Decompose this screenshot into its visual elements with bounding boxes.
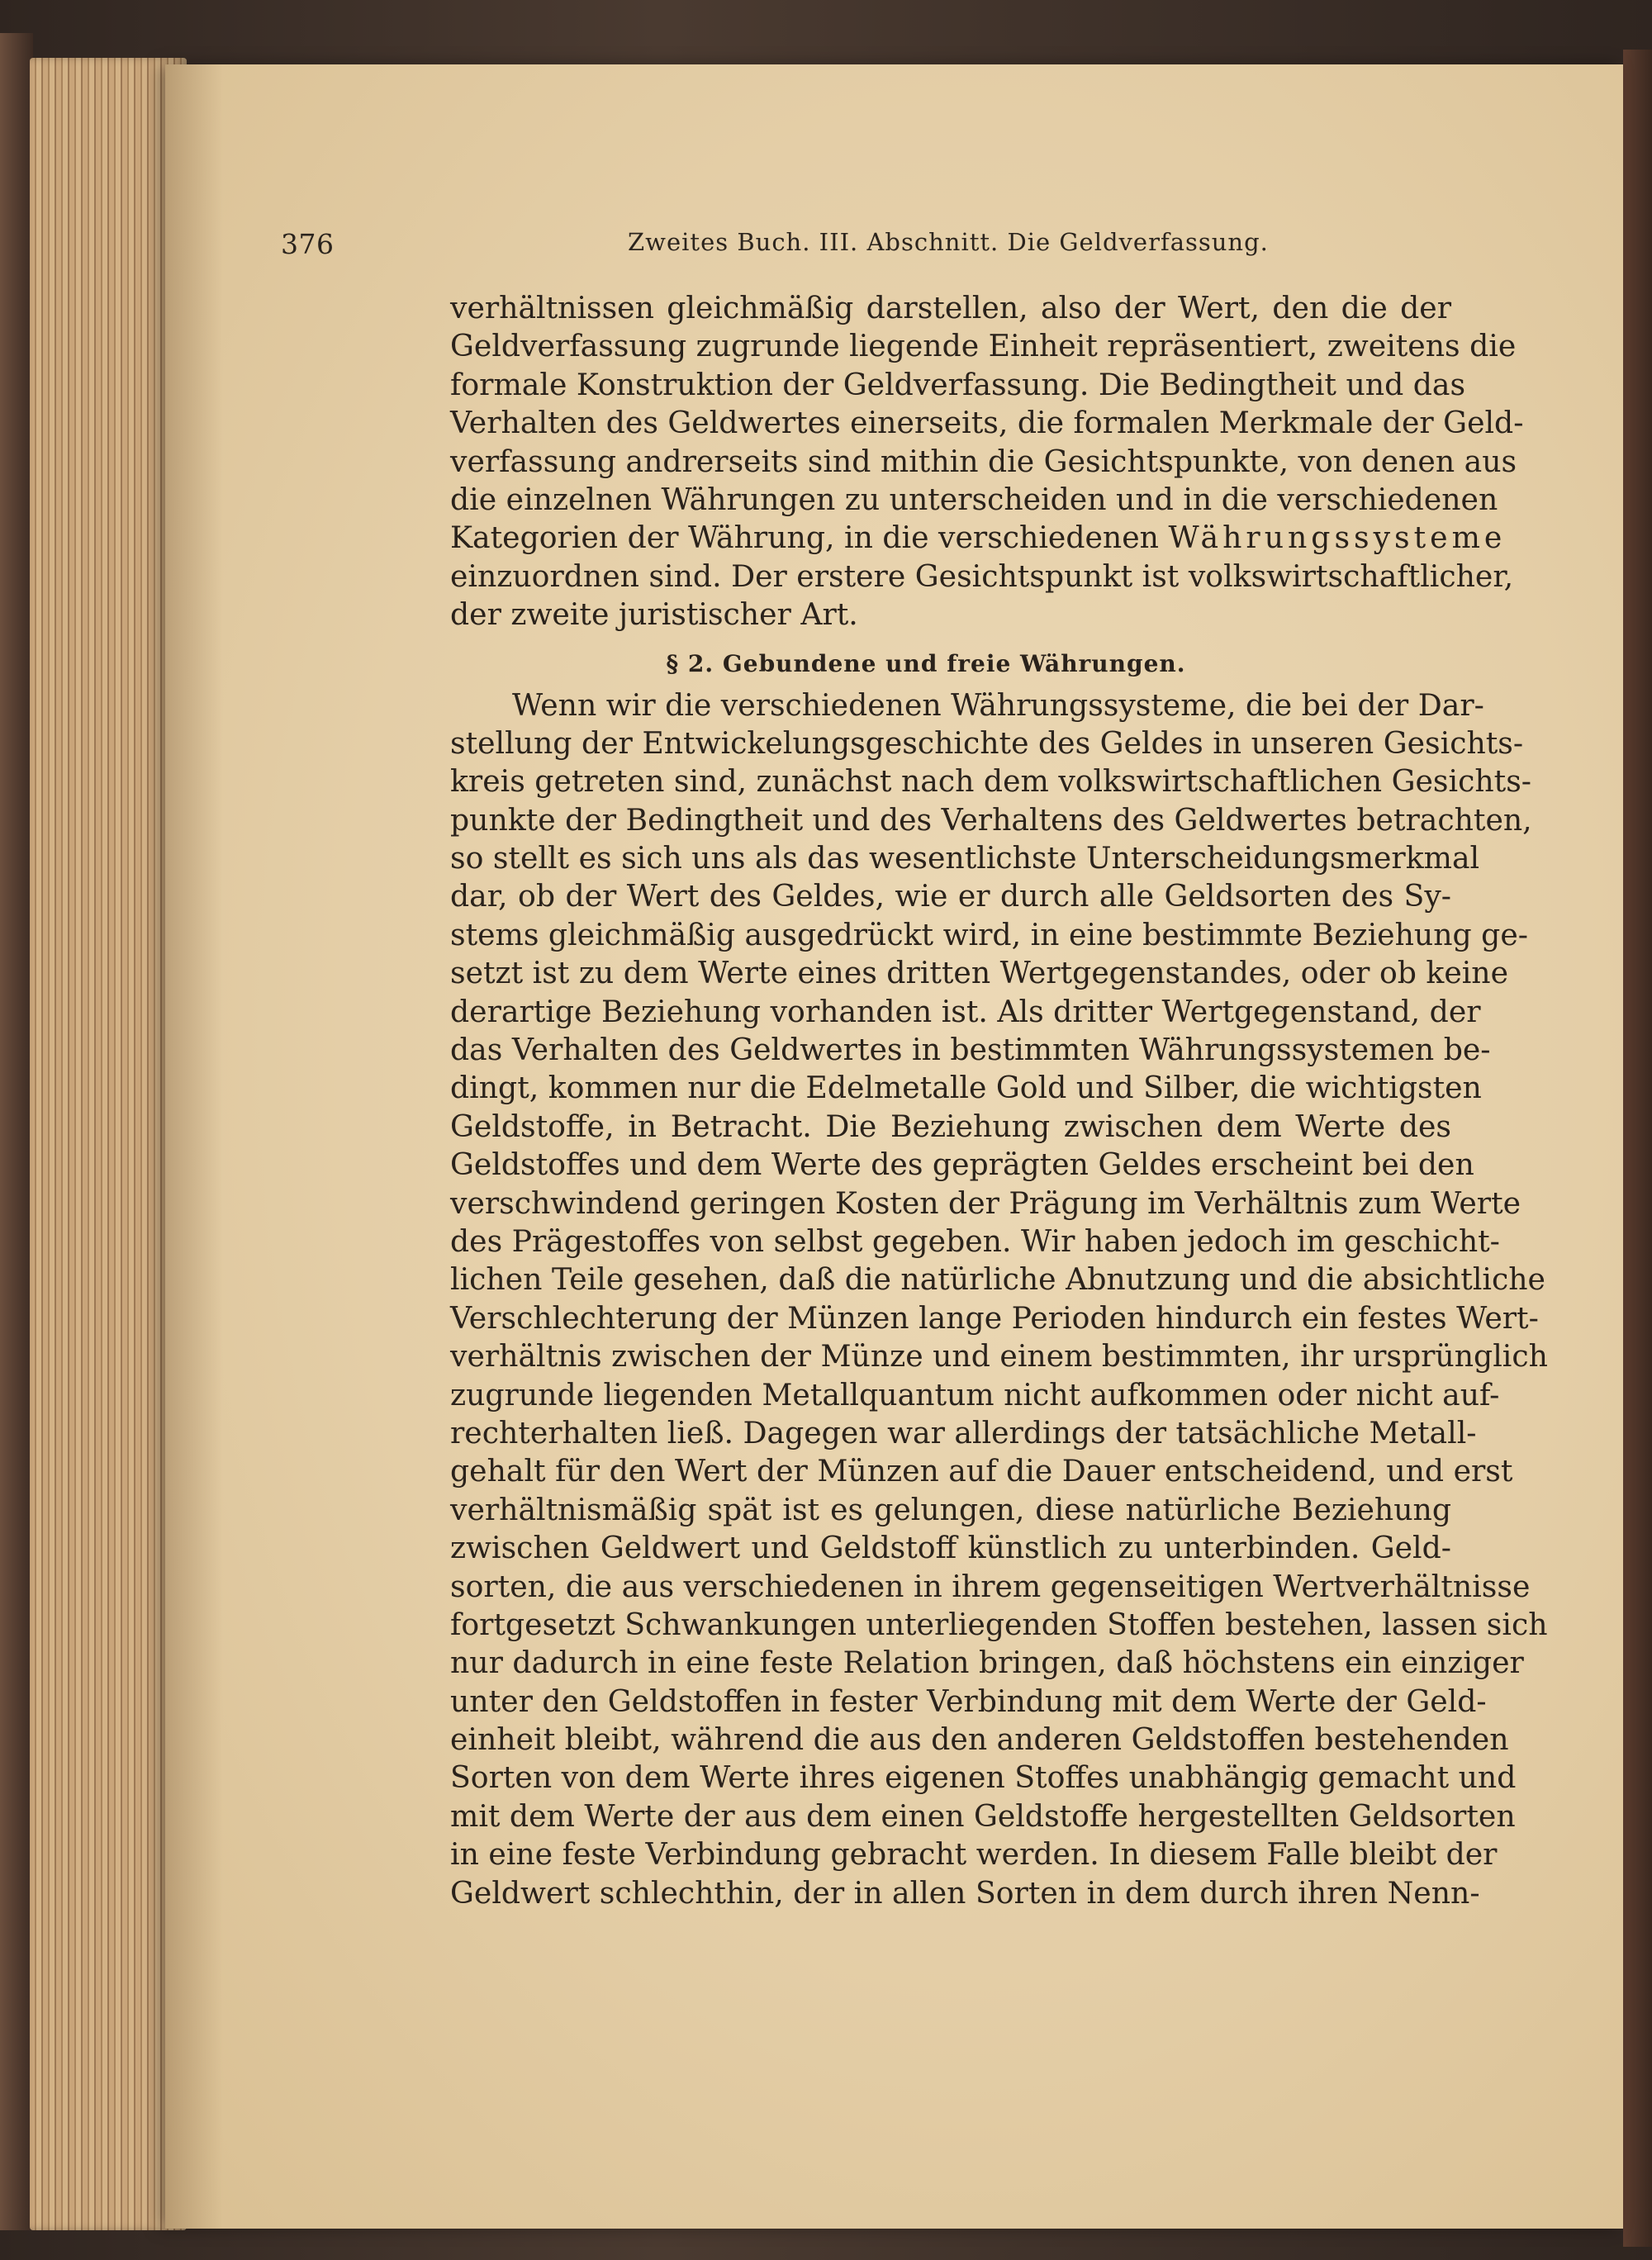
text-line: stems gleichmäßig ausgedrückt wird, in eine bestimmte Beziehung ge- — [450, 916, 1528, 952]
text-line: stellung der Entwickelungsgeschichte des Geldes in unseren Gesichts- — [450, 724, 1524, 761]
text-line: einheit bleibt, während die aus den anderen Geldstoffen bestehenden — [450, 1721, 1509, 1758]
text-line: punkte der Bedingtheit und des Verhaltens des Geldwertes betrachten, — [450, 801, 1532, 838]
page-gutter-shadow — [165, 64, 223, 2229]
text-line: zugrunde liegenden Metallquantum nicht aufkommen oder nicht auf- — [450, 1376, 1500, 1412]
text-line: formale Konstruktion der Geldverfassung. Die Bedingtheit und das — [450, 366, 1466, 402]
page-stack-edges — [30, 58, 187, 2230]
page-number: 376 — [281, 228, 335, 260]
text-line: Geldstoffe, in Betracht. Die Beziehung zwischen dem Werte des — [450, 1108, 1451, 1144]
text-line: derartige Beziehung vorhanden ist. Als dritter Wertgegenstand, der — [450, 993, 1481, 1029]
text-line: gehalt für den Wert der Münzen auf die Dauer entscheidend, und erst — [450, 1453, 1513, 1489]
text-line: in eine feste Verbindung gebracht werden. In diesem Falle bleibt der — [450, 1836, 1498, 1873]
text-line: Verschlechterung der Münzen lange Perioden hindurch ein festes Wert- — [450, 1299, 1539, 1336]
text-line: dar, ob der Wert des Geldes, wie er durch alle Geldsorten des Sy- — [450, 878, 1451, 914]
body-text — [450, 289, 1548, 1912]
text-line: unter den Geldstoffen in fester Verbindung mit dem Werte der Geld- — [450, 1683, 1487, 1719]
text-line: dingt, kommen nur die Edelmetalle Gold und Silber, die wichtigsten — [450, 1070, 1482, 1106]
text-line: verhältnismäßig spät ist es gelungen, diese natürliche Beziehung — [450, 1491, 1451, 1527]
book-cover-right-edge — [1623, 50, 1652, 2247]
text-fragment: Kategorien der Währung, in die verschiedenen — [450, 520, 1159, 556]
text-line: so stellt es sich uns als das wesentlichste Unterscheidungsmerkmal — [450, 840, 1480, 876]
text-line: verhältnis zwischen der Münze und einem bestimmten, ihr ursprünglich — [450, 1338, 1548, 1375]
book-cover-edge — [0, 33, 33, 2230]
running-title: Zweites Buch. III. Abschnitt. Die Geldverfassung. — [628, 228, 1269, 256]
text-line: der zweite juristischer Art. — [450, 596, 858, 633]
text-line: setzt ist zu dem Werte eines dritten Wertgegenstandes, oder ob keine — [450, 955, 1509, 991]
running-head — [281, 228, 1272, 269]
text-line: nur dadurch in eine feste Relation bringen, daß höchstens ein einziger — [450, 1645, 1524, 1681]
text-line: Sorten von dem Werte ihres eigenen Stoffes unabhängig gemacht und — [450, 1759, 1517, 1796]
text-line: Wenn wir die verschiedenen Währungssysteme, die bei der Dar- — [512, 686, 1484, 723]
text-line: kreis getreten sind, zunächst nach dem volkswirtschaftlichen Gesichts- — [450, 763, 1531, 800]
emphasized-term: Währungssysteme — [1168, 520, 1507, 556]
text-line: Geldwert schlechthin, der in allen Sorten in dem durch ihren Nenn- — [450, 1874, 1480, 1911]
text-line: einzuordnen sind. Der erstere Gesichtspunkt ist volkswirtschaftlicher, — [450, 558, 1514, 594]
text-line: des Prägestoffes von selbst gegeben. Wir haben jedoch im geschicht- — [450, 1223, 1500, 1259]
text-line: mit dem Werte der aus dem einen Geldstoffe hergestellten Geldsorten — [450, 1797, 1516, 1834]
text-line: die einzelnen Währungen zu unterscheiden und in die verschiedenen — [450, 481, 1498, 517]
text-line: das Verhalten des Geldwertes in bestimmten Währungssystemen be- — [450, 1032, 1491, 1068]
text-line: verfassung andrerseits sind mithin die Gesichtspunkte, von denen aus — [450, 443, 1517, 479]
text-line: rechterhalten ließ. Dagegen war allerdings der tatsächliche Metall- — [450, 1414, 1477, 1450]
text-line: fortgesetzt Schwankungen unterliegenden Stoffen bestehen, lassen sich — [450, 1606, 1548, 1642]
section-heading: § 2. Gebundene und freie Währungen. — [666, 649, 1186, 677]
text-line: lichen Teile gesehen, daß die natürliche Abnutzung und die absichtliche — [450, 1261, 1545, 1298]
text-line: verschwindend geringen Kosten der Prägung im Verhältnis zum Werte — [450, 1185, 1521, 1221]
text-line: zwischen Geldwert und Geldstoff künstlich zu unterbinden. Geld- — [450, 1530, 1451, 1566]
text-line: Geldverfassung zugrunde liegende Einheit repräsentiert, zweitens die — [450, 328, 1517, 364]
text-line: verhältnissen gleichmäßig darstellen, also der Wert, den die der — [450, 290, 1451, 325]
text-line — [450, 519, 1507, 557]
text-line: sorten, die aus verschiedenen in ihrem gegenseitigen Wertverhältnisse — [450, 1568, 1531, 1604]
text-line: Verhalten des Geldwertes einerseits, die formalen Merkmale der Geld- — [450, 405, 1524, 441]
text-line: Geldstoffes und dem Werte des geprägten Geldes erscheint bei den — [450, 1147, 1474, 1183]
